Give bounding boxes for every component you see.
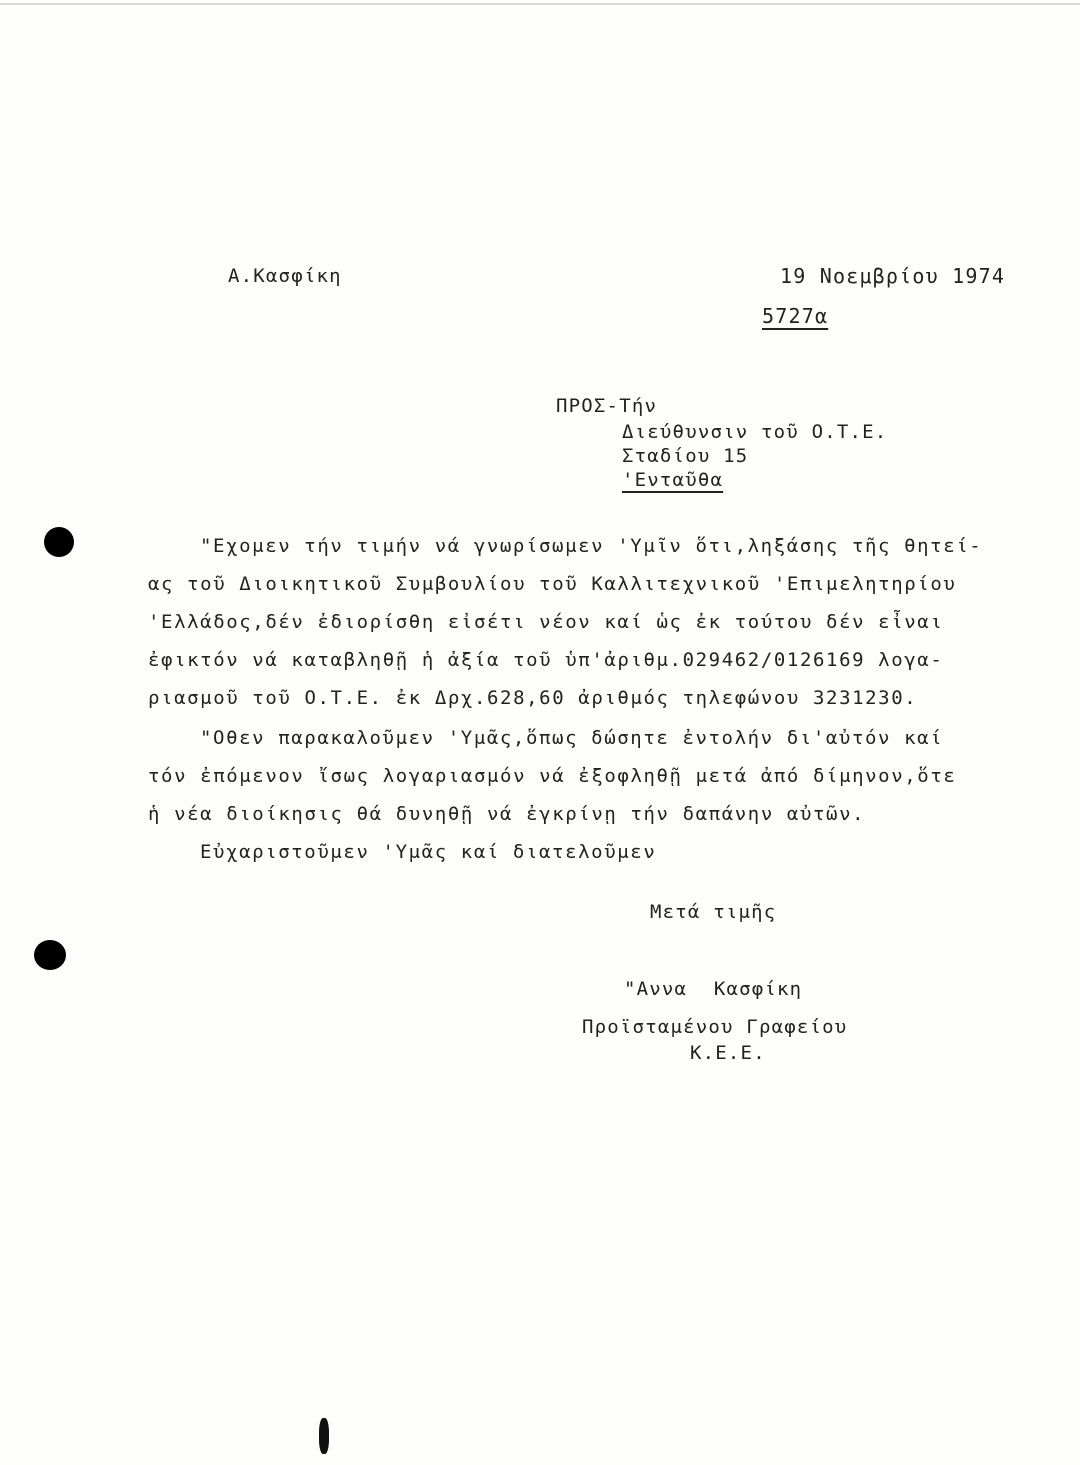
body-line: τόν ἐπόμενον ἴσως λογαριασμόν νά ἐξοφληθῇ μετά ἀπό δίμηνον,ὅτε (148, 765, 957, 787)
ink-mark (319, 1418, 329, 1454)
punch-hole-bottom (34, 940, 66, 970)
reference-number: 5727α (762, 304, 829, 328)
body-line: ἡ νέα διοίκησις θά δυνηθῇ νά ἐγκρίνῃ τήν δαπάνην αὐτῶν. (148, 803, 866, 825)
body-line: "Οθεν παρακαλοῦμεν 'Υμᾶς,ὅπως δώσητε ἐντολήν δι'αὐτόν καί (200, 727, 944, 749)
body-line: "Εχομεν τήν τιμήν νά γνωρίσωμεν 'Υμῖν ὅτι,ληξάσης τῆς θητεί- (200, 535, 983, 557)
signature-name: "Αννα Κασφίκη (624, 978, 803, 1000)
body-line: ριασμοῦ τοῦ Ο.Τ.Ε. ἐκ Δρχ.628,60 ἀριθμός τηλεφώνου 3231230. (148, 687, 918, 709)
body-line: ἐφικτόν νά καταβληθῇ ἡ ἀξία τοῦ ὑπ'ἀριθμ.029462/0126169 λογα- (148, 649, 944, 671)
letter-date: 19 Νοεμβρίου 1974 (780, 264, 1006, 288)
recipient-line-3: Σταδίου 15 (622, 445, 749, 467)
recipient-line-4: 'Ενταῦθα (622, 469, 724, 491)
signature-title: Προϊσταμένου Γραφείου (582, 1016, 848, 1038)
body-line: ας τοῦ Διοικητικοῦ Συμβουλίου τοῦ Καλλιτεχνικοῦ 'Επιμελητηρίου (148, 573, 957, 595)
scan-top-edge (0, 3, 1080, 5)
signature-org: Κ.Ε.Ε. (690, 1042, 766, 1064)
recipient-line-2: Διεύθυνσιν τοῦ Ο.Τ.Ε. (622, 421, 888, 443)
punch-hole-top (44, 527, 74, 557)
sender-name: Α.Κασφίκη (228, 265, 342, 287)
body-line: Εὐχαριστοῦμεν 'Υμᾶς καί διατελοῦμεν (200, 841, 657, 863)
recipient-line-1: ΠΡΟΣ-Τήν (556, 395, 658, 417)
closing-phrase: Μετά τιμῆς (650, 901, 777, 923)
body-line: 'Ελλάδος,δέν ἐδιορίσθη εἰσέτι νέον καί ὡς ἐκ τούτου δέν εἶναι (148, 611, 944, 633)
